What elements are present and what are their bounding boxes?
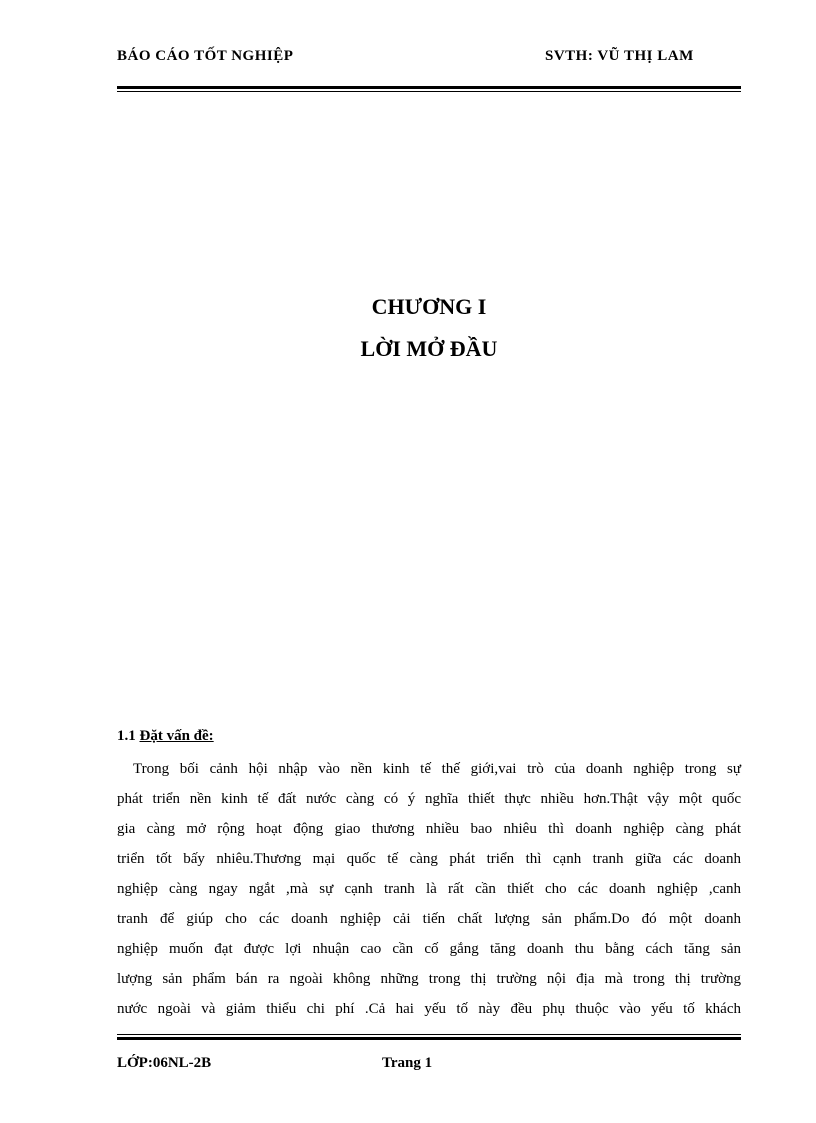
paragraph-line: nghiệp càng ngay ngắt ,mà sự cạnh tranh là rất cần thiết cho các doanh nghiệp ,canh — [117, 881, 741, 897]
paragraph-line: lượng sản phẩm bán ra ngoài không những trong thị trường nội địa mà trong thị trường — [117, 971, 741, 987]
chapter-title: LỜI MỞ ĐẦU — [360, 336, 498, 361]
page-number: Trang 1 — [382, 1055, 433, 1071]
section-number: 1.1 — [117, 728, 136, 744]
body-paragraph — [117, 754, 741, 1024]
page-header — [117, 48, 741, 70]
report-title: BÁO CÁO TỐT NGHIỆP — [117, 48, 294, 64]
paragraph-line: nghiệp muốn đạt được lợi nhuận cao cần cố gắng tăng doanh thu bằng cách tăng sản — [117, 941, 741, 957]
section-title: Đặt vấn đề: — [139, 728, 214, 744]
header-divider — [117, 86, 741, 92]
chapter-number: CHƯƠNG I — [371, 294, 487, 319]
paragraph-line: triển tốt bấy nhiêu.Thương mại quốc tế càng phát triển thì cạnh tranh giữa các doanh — [117, 851, 741, 867]
paragraph-line: nước ngoài và giảm thiểu chi phí .Cả hai yếu tố này đều phụ thuộc vào yếu tố khách — [117, 1001, 741, 1017]
paragraph-line: phát triển nền kinh tế đất nước càng có ý nghĩa thiết thực nhiều hơn.Thật vậy một quốc — [117, 791, 741, 807]
paragraph-line: tranh để giúp cho các doanh nghiệp cải tiến chất lượng sản phẩm.Do đó một doanh — [117, 911, 741, 927]
paragraph-line: gia càng mở rộng hoạt động giao thương nhiều bao nhiêu thì doanh nghiệp càng phát — [117, 821, 741, 837]
class-label: LỚP:06NL-2B — [117, 1055, 212, 1071]
section-heading — [117, 728, 214, 745]
student-name: SVTH: VŨ THỊ LAM — [545, 48, 694, 64]
paragraph-line: Trong bối cảnh hội nhập vào nền kinh tế thế giới,vai trò của doanh nghiệp trong sự — [133, 761, 741, 777]
footer-divider — [117, 1034, 741, 1040]
